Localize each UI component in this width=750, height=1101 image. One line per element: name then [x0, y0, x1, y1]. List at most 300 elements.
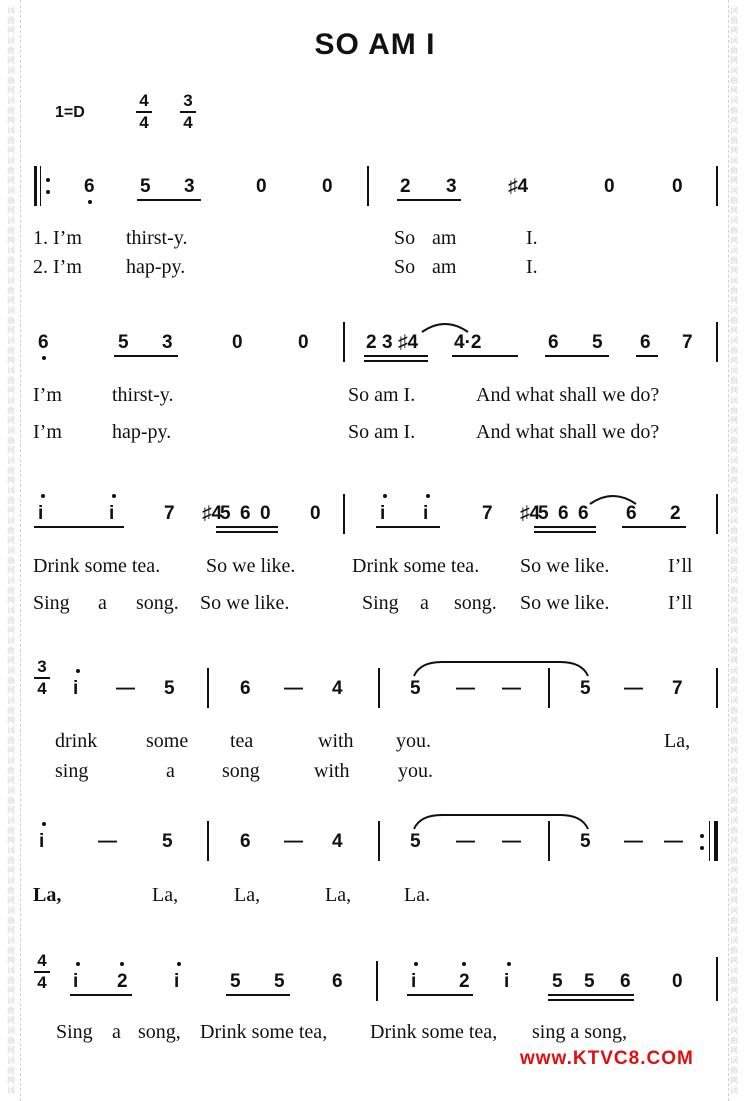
watermark-glyph: 网 — [730, 1076, 738, 1085]
watermark-glyph: 曲 — [7, 556, 15, 565]
lyric: And what shall we do? — [476, 421, 660, 443]
note: ♯4 — [202, 503, 223, 524]
watermark-glyph: 词 — [730, 936, 738, 945]
watermark-glyph: 曲 — [730, 166, 738, 175]
note: i — [73, 678, 79, 699]
watermark-glyph: 网 — [730, 326, 738, 335]
watermark-glyph: 词 — [730, 756, 738, 765]
underline-beam — [548, 999, 634, 1001]
watermark-glyph: 词 — [730, 246, 738, 255]
watermark-glyph: 词 — [730, 36, 738, 45]
lyric: So — [394, 227, 416, 249]
note: 6 — [548, 332, 559, 353]
watermark-glyph: 词 — [7, 456, 15, 465]
watermark-glyph: 词 — [7, 186, 15, 195]
watermark-glyph: 词 — [730, 1086, 738, 1095]
dash: — — [116, 678, 135, 699]
watermark-glyph: 网 — [730, 476, 738, 485]
note: 5 — [552, 971, 563, 992]
watermark-glyph: 网 — [730, 236, 738, 245]
high-octave-dot — [462, 962, 466, 966]
watermark-glyph: 网 — [7, 476, 15, 485]
note: 0 — [672, 971, 683, 992]
bar-line — [207, 821, 209, 861]
bar-line — [716, 166, 718, 206]
note: 5 — [580, 831, 591, 852]
lyric: Sing — [33, 592, 70, 614]
note: 0 — [310, 503, 321, 524]
watermark-glyph: 网 — [7, 386, 15, 395]
note: 0 — [322, 176, 333, 197]
note: 6 — [640, 332, 651, 353]
watermark-glyph: 网 — [730, 896, 738, 905]
watermark-glyph: 词 — [730, 216, 738, 225]
dash: — — [502, 831, 521, 852]
note: 5 — [410, 831, 421, 852]
watermark-glyph: 网 — [7, 596, 15, 605]
watermark-glyph: 词 — [7, 126, 15, 135]
watermark-glyph: 词 — [7, 606, 15, 615]
watermark-glyph: 曲 — [7, 346, 15, 355]
watermark-glyph: 曲 — [730, 556, 738, 565]
left-margin-watermark — [6, 0, 21, 1101]
watermark-glyph: 词 — [7, 306, 15, 315]
watermark-glyph: 曲 — [730, 106, 738, 115]
watermark-glyph: 词 — [7, 516, 15, 525]
watermark-glyph: 网 — [7, 56, 15, 65]
watermark-glyph: 网 — [730, 536, 738, 545]
watermark-glyph: 网 — [7, 626, 15, 635]
watermark-glyph: 网 — [7, 416, 15, 425]
watermark-glyph: 词 — [7, 876, 15, 885]
watermark-glyph: 曲 — [730, 796, 738, 805]
watermark-glyph: 曲 — [7, 856, 15, 865]
note: 7 — [682, 332, 693, 353]
lyric: I. — [526, 256, 538, 278]
watermark-glyph: 曲 — [7, 916, 15, 925]
watermark-glyph: 词 — [730, 996, 738, 1005]
watermark-glyph: 词 — [730, 786, 738, 795]
note: 0 — [260, 503, 271, 524]
note: 5 — [584, 971, 595, 992]
lyric: you. — [398, 760, 433, 782]
watermark-glyph: 词 — [730, 1056, 738, 1065]
watermark-glyph: 网 — [730, 686, 738, 695]
note: 6 — [240, 503, 251, 524]
watermark-glyph: 词 — [7, 546, 15, 555]
note: 4 — [332, 678, 343, 699]
lyric: La, — [325, 884, 352, 906]
lyric: with — [314, 760, 350, 782]
lyric: I’ll — [668, 592, 693, 614]
watermark-glyph: 曲 — [730, 316, 738, 325]
note: 2 — [459, 971, 470, 992]
watermark-glyph: 词 — [730, 606, 738, 615]
watermark-glyph: 网 — [730, 626, 738, 635]
lyric: I. — [526, 227, 538, 249]
watermark-glyph: 词 — [730, 186, 738, 195]
watermark-glyph: 词 — [7, 96, 15, 105]
note: 5 — [118, 332, 129, 353]
lyric: hap-py. — [112, 421, 172, 443]
lyric: thirst-y. — [112, 384, 174, 406]
watermark-glyph: 词 — [7, 996, 15, 1005]
note: ♯4 — [520, 503, 541, 524]
lyric: Drink some tea. — [33, 555, 161, 577]
lyric: am — [432, 227, 457, 249]
lyric: La, — [664, 730, 691, 752]
watermark-glyph: 曲 — [730, 946, 738, 955]
note: i — [38, 503, 44, 524]
tie-slur — [420, 318, 470, 334]
underline-beam — [34, 526, 124, 528]
high-octave-dot — [112, 494, 116, 498]
note: i — [504, 971, 510, 992]
note: 4·2 — [454, 332, 482, 353]
bar-line — [376, 961, 378, 1001]
watermark-glyph: 曲 — [7, 436, 15, 445]
watermark-glyph: 曲 — [730, 706, 738, 715]
bar-line — [378, 821, 380, 861]
lyric: am — [432, 256, 457, 278]
watermark-glyph: 网 — [730, 806, 738, 815]
watermark-glyph: 网 — [7, 986, 15, 995]
note: 6 — [240, 831, 251, 852]
watermark-glyph: 曲 — [730, 766, 738, 775]
note: 6 — [240, 678, 251, 699]
note: i — [109, 503, 115, 524]
watermark-glyph: 曲 — [7, 586, 15, 595]
watermark-glyph: 曲 — [7, 466, 15, 475]
underline-beam — [216, 531, 278, 533]
note: 6 — [558, 503, 569, 524]
watermark-glyph: 词 — [7, 486, 15, 495]
watermark-glyph: 词 — [7, 906, 15, 915]
watermark-glyph: 曲 — [7, 646, 15, 655]
note: 7 — [164, 503, 175, 524]
watermark-glyph: 词 — [730, 426, 738, 435]
watermark-glyph: 曲 — [730, 466, 738, 475]
note: ♯4 — [508, 176, 529, 197]
dash: — — [284, 678, 303, 699]
watermark-glyph: 词 — [7, 756, 15, 765]
bar-line — [343, 322, 345, 362]
lyric: song, — [138, 1021, 181, 1043]
watermark-glyph: 网 — [7, 926, 15, 935]
lyric: So we like. — [520, 555, 610, 577]
watermark-glyph: 曲 — [730, 826, 738, 835]
right-margin-watermark — [728, 0, 743, 1101]
underline-beam — [70, 994, 132, 996]
lyric: song. — [454, 592, 497, 614]
watermark-glyph: 词 — [730, 156, 738, 165]
note: 0 — [672, 176, 683, 197]
watermark-glyph: 词 — [7, 666, 15, 675]
watermark-glyph: 词 — [730, 576, 738, 585]
note: 3 — [162, 332, 173, 353]
underline-beam — [407, 994, 473, 996]
underline-beam — [397, 199, 461, 201]
watermark-glyph: 曲 — [7, 496, 15, 505]
lyric: I’ll — [668, 555, 693, 577]
watermark-glyph: 网 — [730, 266, 738, 275]
watermark-glyph: 曲 — [730, 1006, 738, 1015]
watermark-glyph: 曲 — [7, 976, 15, 985]
lyric: you. — [396, 730, 431, 752]
repeat-dot — [46, 178, 50, 182]
watermark-glyph: 词 — [730, 66, 738, 75]
watermark-glyph: 词 — [730, 966, 738, 975]
underline-beam — [545, 355, 609, 357]
watermark-glyph: 曲 — [730, 916, 738, 925]
lyric: I’m — [33, 421, 62, 443]
watermark-glyph: 网 — [7, 116, 15, 125]
watermark-glyph: 网 — [730, 596, 738, 605]
repeat-start-bar-thin — [40, 166, 41, 206]
watermark-glyph: 网 — [730, 1016, 738, 1025]
lyric: with — [318, 730, 354, 752]
lyric: thirst-y. — [126, 227, 188, 249]
watermark-glyph: 网 — [7, 536, 15, 545]
watermark-glyph: 词 — [730, 846, 738, 855]
watermark-glyph: 词 — [730, 486, 738, 495]
watermark-glyph: 曲 — [7, 946, 15, 955]
underline-beam — [622, 526, 686, 528]
watermark-glyph: 网 — [7, 326, 15, 335]
dash: — — [624, 831, 643, 852]
watermark-glyph: 词 — [7, 426, 15, 435]
watermark-glyph: 网 — [730, 146, 738, 155]
high-octave-dot — [76, 669, 80, 673]
watermark-glyph: 词 — [730, 126, 738, 135]
watermark-glyph: 曲 — [7, 616, 15, 625]
watermark-glyph: 词 — [7, 396, 15, 405]
note: i — [411, 971, 417, 992]
watermark-glyph: 曲 — [730, 1066, 738, 1075]
watermark-glyph: 曲 — [7, 76, 15, 85]
note: 5 — [592, 332, 603, 353]
note: 6 — [620, 971, 631, 992]
repeat-dot — [700, 846, 704, 850]
bar-line — [716, 668, 718, 708]
dash: — — [664, 831, 683, 852]
watermark-glyph: 网 — [730, 116, 738, 125]
watermark-glyph: 曲 — [7, 1036, 15, 1045]
lyric: So we like. — [520, 592, 610, 614]
note: 6 — [626, 503, 637, 524]
watermark-glyph: 网 — [730, 86, 738, 95]
watermark-glyph: 曲 — [730, 16, 738, 25]
watermark-glyph: 网 — [7, 836, 15, 845]
low-octave-dot — [88, 200, 92, 204]
watermark-glyph: 网 — [7, 146, 15, 155]
watermark-glyph: 网 — [730, 1046, 738, 1055]
watermark-glyph: 网 — [7, 1046, 15, 1055]
watermark-glyph: 曲 — [7, 316, 15, 325]
lyric: hap-py. — [126, 256, 186, 278]
underline-beam — [636, 355, 658, 357]
watermark-glyph: 网 — [7, 26, 15, 35]
bar-line — [207, 668, 209, 708]
watermark-glyph: 词 — [7, 1086, 15, 1095]
time-signature-4-4: 4 4 — [136, 92, 152, 132]
high-octave-dot — [76, 962, 80, 966]
watermark-glyph: 词 — [7, 726, 15, 735]
watermark-glyph: 曲 — [730, 196, 738, 205]
watermark-glyph: 词 — [7, 276, 15, 285]
watermark-glyph: 网 — [730, 506, 738, 515]
lyric: drink — [55, 730, 98, 752]
watermark-glyph: 网 — [7, 356, 15, 365]
watermark-glyph: 网 — [730, 746, 738, 755]
watermark-glyph: 曲 — [7, 256, 15, 265]
watermark-glyph: 曲 — [730, 256, 738, 265]
watermark-glyph: 词 — [730, 726, 738, 735]
time-signature-4-4: 4 4 — [34, 952, 50, 992]
watermark-glyph: 曲 — [7, 196, 15, 205]
lyric: So — [394, 256, 416, 278]
note: 6 — [332, 971, 343, 992]
watermark-glyph: 曲 — [730, 226, 738, 235]
underline-beam — [548, 994, 634, 996]
bar-line — [548, 668, 550, 708]
note: 5 — [164, 678, 175, 699]
watermark-glyph: 词 — [7, 1056, 15, 1065]
watermark-glyph: 词 — [730, 546, 738, 555]
watermark-glyph: 词 — [730, 636, 738, 645]
note: 5 — [274, 971, 285, 992]
watermark-glyph: 网 — [7, 1076, 15, 1085]
repeat-end-bar-thin — [709, 821, 710, 861]
watermark-glyph: 词 — [7, 366, 15, 375]
bar-line — [378, 668, 380, 708]
note: 7 — [672, 678, 683, 699]
underline-beam — [114, 355, 178, 357]
lyric: I’m — [33, 384, 62, 406]
watermark-glyph: 曲 — [730, 496, 738, 505]
watermark-glyph: 网 — [7, 566, 15, 575]
watermark-glyph: 网 — [730, 956, 738, 965]
watermark-glyph: 曲 — [7, 826, 15, 835]
lyric: So we like. — [200, 592, 290, 614]
lyric: Sing — [56, 1021, 93, 1043]
high-octave-dot — [41, 494, 45, 498]
lyric: a — [166, 760, 175, 782]
lyric: tea — [230, 730, 254, 752]
note: i — [73, 971, 79, 992]
watermark-glyph: 词 — [730, 696, 738, 705]
underline-beam — [137, 199, 201, 201]
watermark-glyph: 网 — [7, 656, 15, 665]
lyric: Drink some tea, — [370, 1021, 498, 1043]
note: i — [380, 503, 386, 524]
note: 0 — [298, 332, 309, 353]
high-octave-dot — [414, 962, 418, 966]
lyric: 2. I’m — [33, 256, 82, 278]
watermark-glyph: 词 — [7, 786, 15, 795]
watermark-glyph: 网 — [730, 446, 738, 455]
dash: — — [284, 831, 303, 852]
bar-line — [367, 166, 369, 206]
watermark-glyph: 词 — [7, 936, 15, 945]
watermark-glyph: 词 — [730, 336, 738, 345]
underline-beam — [364, 360, 428, 362]
lyric: 1. I’m — [33, 227, 82, 249]
watermark-glyph: 曲 — [730, 1036, 738, 1045]
lyric: So am I. — [348, 421, 416, 443]
note: 5 — [140, 176, 151, 197]
high-octave-dot — [507, 962, 511, 966]
note: 6 — [38, 332, 49, 353]
note: 3 — [382, 332, 393, 353]
note: 5 — [162, 831, 173, 852]
watermark-glyph: 曲 — [7, 706, 15, 715]
watermark-glyph: 网 — [730, 836, 738, 845]
lyric: And what shall we do? — [476, 384, 660, 406]
watermark-glyph: 网 — [730, 866, 738, 875]
dash: — — [502, 678, 521, 699]
watermark-glyph: 网 — [730, 716, 738, 725]
watermark-glyph: 网 — [7, 176, 15, 185]
time-signature-3-4: 3 4 — [180, 92, 196, 132]
underline-beam — [534, 531, 596, 533]
watermark-glyph: 曲 — [7, 886, 15, 895]
watermark-glyph: 曲 — [7, 376, 15, 385]
watermark-glyph: 词 — [730, 96, 738, 105]
watermark-glyph: 网 — [7, 1016, 15, 1025]
lyric: a — [98, 592, 107, 614]
watermark-glyph: 词 — [730, 456, 738, 465]
watermark-glyph: 词 — [730, 516, 738, 525]
underline-beam — [226, 994, 290, 996]
tie-slur — [412, 813, 590, 831]
underline-beam — [216, 526, 278, 528]
note: i — [174, 971, 180, 992]
note: 3 — [446, 176, 457, 197]
note: i — [423, 503, 429, 524]
watermark-glyph: 曲 — [730, 436, 738, 445]
dash: — — [456, 678, 475, 699]
note: 5 — [580, 678, 591, 699]
note: 6 — [578, 503, 589, 524]
watermark-glyph: 词 — [730, 6, 738, 15]
watermark-glyph: 词 — [730, 306, 738, 315]
watermark-glyph: 曲 — [7, 166, 15, 175]
song-title: SO AM I — [314, 28, 436, 61]
note: 5 — [230, 971, 241, 992]
lyric: a — [112, 1021, 121, 1043]
watermark-glyph: 曲 — [7, 106, 15, 115]
watermark-glyph: 曲 — [7, 676, 15, 685]
note: 0 — [232, 332, 243, 353]
note: i — [39, 831, 45, 852]
watermark-glyph: 曲 — [7, 136, 15, 145]
note: 0 — [604, 176, 615, 197]
watermark-glyph: 词 — [7, 696, 15, 705]
watermark-glyph: 网 — [730, 206, 738, 215]
lyric: sing — [55, 760, 89, 782]
watermark-glyph: 词 — [730, 276, 738, 285]
lyric: Drink some tea. — [352, 555, 480, 577]
watermark-glyph: 网 — [7, 206, 15, 215]
lyric: La, — [234, 884, 261, 906]
repeat-start-bar-thick — [34, 166, 37, 206]
watermark-glyph: 词 — [7, 576, 15, 585]
underline-beam — [452, 355, 518, 357]
watermark-glyph: 曲 — [7, 1006, 15, 1015]
lyric: sing a song, — [532, 1021, 627, 1043]
note: 7 — [482, 503, 493, 524]
